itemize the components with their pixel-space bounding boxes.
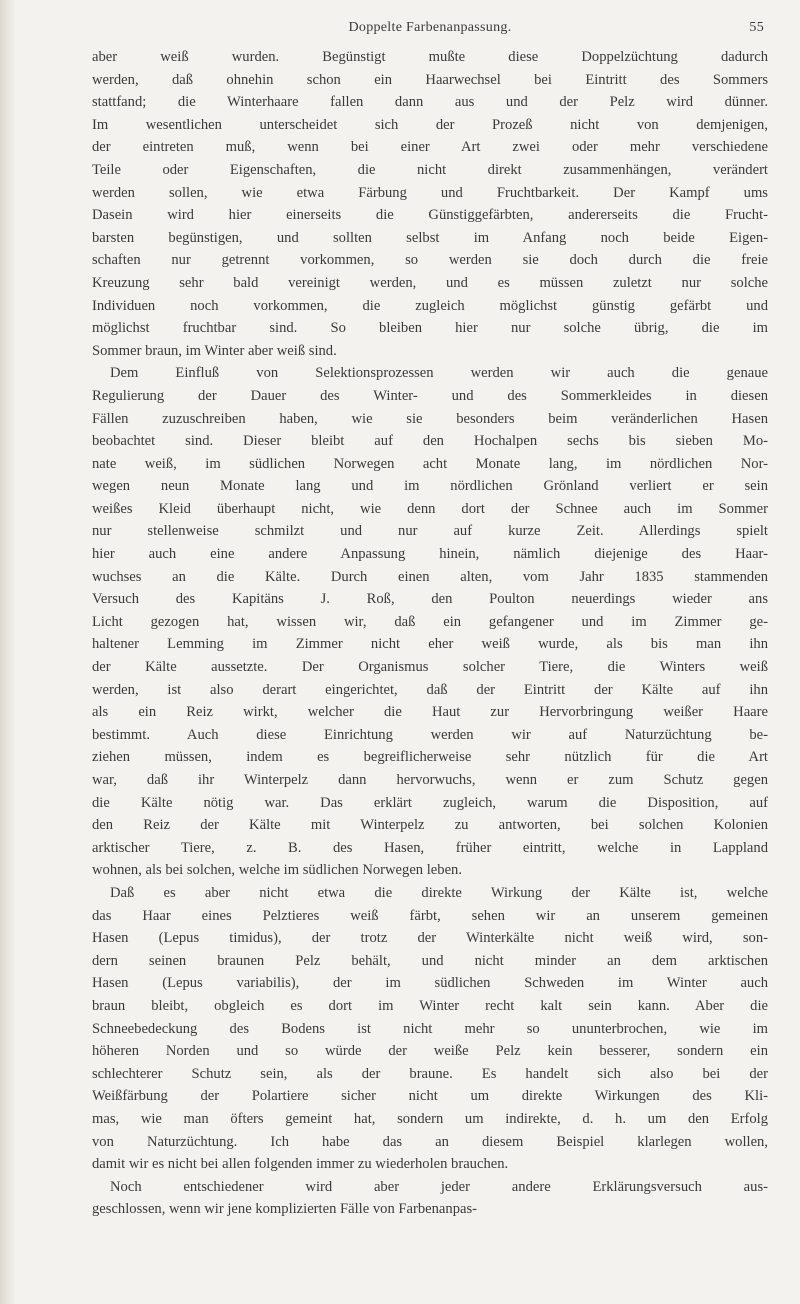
text-line: Im wesentlichen unterscheidet sich der Prozeß nicht von demjenigen, (92, 116, 768, 133)
text-line: Licht gezogen hat, wissen wir, daß ein gefangener und im Zimmer ge- (92, 613, 768, 630)
text-line: werden, ist also derart eingerichtet, daß der Eintritt der Kälte auf ihn (92, 681, 768, 698)
text-line: bestimmt. Auch diese Einrichtung werden wir auf Naturzüchtung be- (92, 726, 768, 743)
text-line: war, daß ihr Winterpelz dann hervorwuchs, wenn er zum Schutz gegen (92, 772, 768, 788)
text-line: Dasein wird hier einerseits die Günstiggefärbten, andererseits die Frucht- (92, 207, 768, 224)
book-page (92, 16, 768, 1221)
text-line: das Haar eines Pelztieres weiß färbt, sehen wir an unserem gemeinen (92, 907, 768, 924)
text-line: der Kälte aussetzte. Der Organismus solcher Tiere, die Winters weiß (92, 659, 768, 676)
text-line: nate weiß, im südlichen Norwegen acht Monate lang, im nördlichen Nor- (92, 455, 768, 472)
text-line: schlechterer Schutz sein, als der braune. Es handelt sich also bei der (92, 1065, 768, 1082)
paragraph (92, 46, 768, 362)
text-line: Noch entschiedener wird aber jeder andere Erklärungsversuch aus- (110, 1178, 768, 1195)
text-line: den Reiz der Kälte mit Winterpelz zu antworten, bei solchen Kolonien (92, 817, 768, 834)
text-line: Kreuzung sehr bald vereinigt werden, und es müssen zuletzt nur solche (92, 274, 768, 291)
text-line: braun bleibt, obgleich es dort im Winter recht kalt sein kann. Aber die (92, 997, 768, 1014)
text-line: barsten begünstigen, und sollten selbst im Anfang noch beide Eigen- (92, 229, 768, 246)
text-line: aber weiß wurden. Begünstigt mußte diese Doppelzüchtung dadurch (92, 49, 768, 65)
paragraph (92, 882, 768, 1176)
text-line: wuchses an die Kälte. Durch einen alten, vom Jahr 1835 stammenden (92, 568, 768, 585)
text-line: Versuch des Kapitäns J. Roß, den Poulton neuerdings wieder ans (92, 591, 768, 608)
text-line: wegen neun Monate lang und im nördlichen Grönland verliert er sein (92, 478, 768, 495)
running-header (92, 16, 768, 46)
text-line: Weißfärbung der Polartiere sicher nicht um direkte Wirkungen des Kli- (92, 1088, 768, 1105)
text-line: Hasen (Lepus timidus), der trotz der Winterkälte nicht weiß wird, son- (92, 930, 768, 947)
paragraph (92, 1176, 768, 1221)
text-line: werden sollen, wie etwa Färbung und Fruchtbarkeit. Der Kampf ums (92, 184, 768, 201)
text-line: Daß es aber nicht etwa die direkte Wirkung der Kälte ist, welche (110, 884, 768, 901)
body-text (92, 46, 768, 1221)
text-line: haltener Lemming im Zimmer nicht eher weiß wurde, als bis man ihn (92, 636, 768, 653)
text-line: arktischer Tiere, z. B. des Hasen, früher eintritt, welche in Lappland (92, 839, 768, 856)
page-number: 55 (749, 20, 764, 35)
text-line: möglichst fruchtbar sind. So bleiben hier nur solche übrig, die im (92, 320, 768, 337)
text-line: dern seinen braunen Pelz behält, und nicht minder an dem arktischen (92, 952, 768, 969)
text-line: Teile oder Eigenschaften, die nicht direkt zusammenhängen, verändert (92, 161, 768, 178)
page-edge-shadow (0, 0, 14, 1304)
text-line: weißes Kleid überhaupt nicht, wie denn dort der Schnee auch im Sommer (92, 500, 768, 517)
text-line: wohnen, als bei solchen, welche im südlichen Norwegen leben. (92, 862, 463, 879)
text-line: geschlossen, wenn wir jene komplizierten Fälle von Farbenanpas- (92, 1201, 478, 1218)
text-line: höheren Norden und so würde der weiße Pelz kein besserer, sondern ein (92, 1043, 768, 1060)
text-line: als ein Reiz wirkt, welcher die Haut zur Hervorbringung weißer Haare (92, 704, 768, 721)
text-line: hier auch eine andere Anpassung hinein, nämlich diejenige des Haar- (92, 546, 768, 563)
running-title: Doppelte Farbenanpassung. (348, 20, 512, 35)
text-line: Hasen (Lepus variabilis), der im südlichen Schweden im Winter auch (92, 975, 768, 992)
text-line: die Kälte nötig war. Das erklärt zugleich, warum die Disposition, auf (92, 794, 768, 811)
text-line: werden, daß ohnehin schon ein Haarwechsel bei Eintritt des Sommers (92, 71, 768, 88)
text-line: mas, wie man öfters gemeint hat, sondern um indirekte, d. h. um den Erfolg (92, 1110, 768, 1127)
text-line: Dem Einfluß von Selektionsprozessen werden wir auch die genaue (110, 365, 768, 382)
text-line: damit wir es nicht bei allen folgenden immer zu wiederholen brauchen. (92, 1156, 509, 1173)
text-line: stattfand; die Winterhaare fallen dann aus und der Pelz wird dünner. (92, 94, 768, 111)
text-line: nur stellenweise schmilzt und nur auf kurze Zeit. Allerdings spielt (92, 523, 768, 540)
text-line: Individuen noch vorkommen, die zugleich möglichst günstig gefärbt und (92, 297, 768, 314)
text-line: Schneebedeckung des Bodens ist nicht mehr so ununterbrochen, wie im (92, 1020, 768, 1037)
text-line: der eintreten muß, wenn bei einer Art zwei oder mehr verschiedene (92, 139, 768, 156)
text-line: Sommer braun, im Winter aber weiß sind. (92, 342, 337, 359)
text-line: von Naturzüchtung. Ich habe das an diesem Beispiel klarlegen wollen, (92, 1133, 768, 1150)
text-line: beobachtet sind. Dieser bleibt auf den Hochalpen sechs bis sieben Mo- (92, 433, 768, 450)
paragraph (92, 362, 768, 882)
text-line: schaften nur getrennt vorkommen, so werden sie doch durch die freie (92, 252, 768, 269)
text-line: ziehen müssen, indem es begreiflicherweise sehr nützlich für die Art (92, 749, 768, 766)
text-line: Fällen zuzuschreiben haben, wie sie besonders beim veränderlichen Hasen (92, 410, 768, 427)
text-line: Regulierung der Dauer des Winter- und des Sommerkleides in diesen (92, 387, 768, 404)
